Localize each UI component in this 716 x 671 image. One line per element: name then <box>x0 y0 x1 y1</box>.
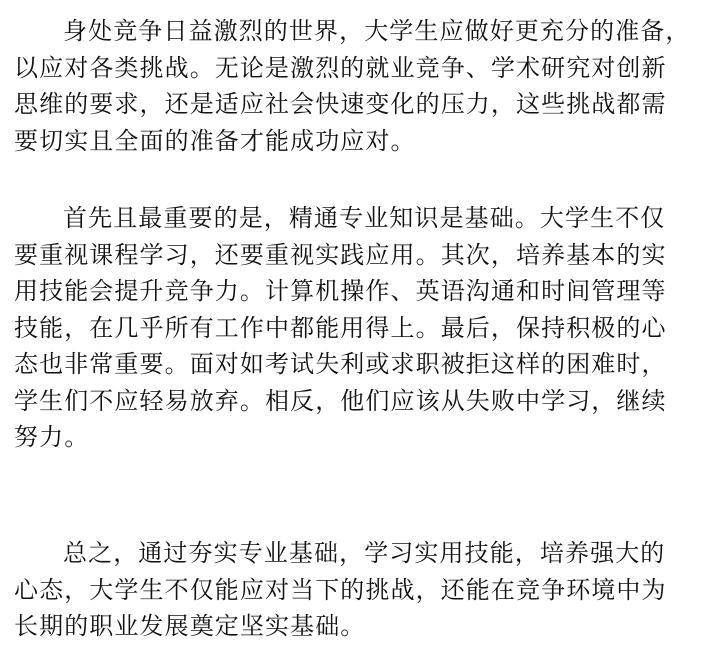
text-line: 长期的职业发展奠定坚实基础。 <box>14 612 366 640</box>
text-line: 技能，在几乎所有工作中都能用得上。最后，保持积极的心 <box>14 313 667 342</box>
paragraph-conclusion <box>14 535 667 645</box>
paragraph-body <box>14 200 667 456</box>
text-line: 思维的要求，还是适应社会快速变化的压力，这些挑战都需 <box>14 90 667 118</box>
paragraph-intro <box>14 13 691 159</box>
text-line: 学生们不应轻易放弃。相反，他们应该从失败中学习，继续 <box>14 386 667 415</box>
text-line: 以应对各类挑战。无论是激烈的就业竞争、学术研究对创新 <box>14 53 667 82</box>
text-line: 态也非常重要。面对如考试失利或求职被拒这样的困难时， <box>14 350 667 378</box>
text-line: 要重视课程学习，还要重视实践应用。其次，培养基本的实 <box>14 240 667 269</box>
text-line: 要切实且全面的准备才能成功应对。 <box>14 126 416 155</box>
text-line: 首先且最重要的是，精通专业知识是基础。大学生不仅 <box>63 204 666 232</box>
text-line: 身处竞争日益激烈的世界，大学生应做好更充分的准备， <box>63 17 691 45</box>
text-line: 用技能会提升竞争力。计算机操作、英语沟通和时间管理等 <box>14 277 667 305</box>
text-line: 努力。 <box>14 423 90 451</box>
text-line: 总之，通过夯实专业基础，学习实用技能，培养强大的 <box>63 539 666 567</box>
text-line: 心态，大学生不仅能应对当下的挑战，还能在竞争环境中为 <box>14 575 667 604</box>
